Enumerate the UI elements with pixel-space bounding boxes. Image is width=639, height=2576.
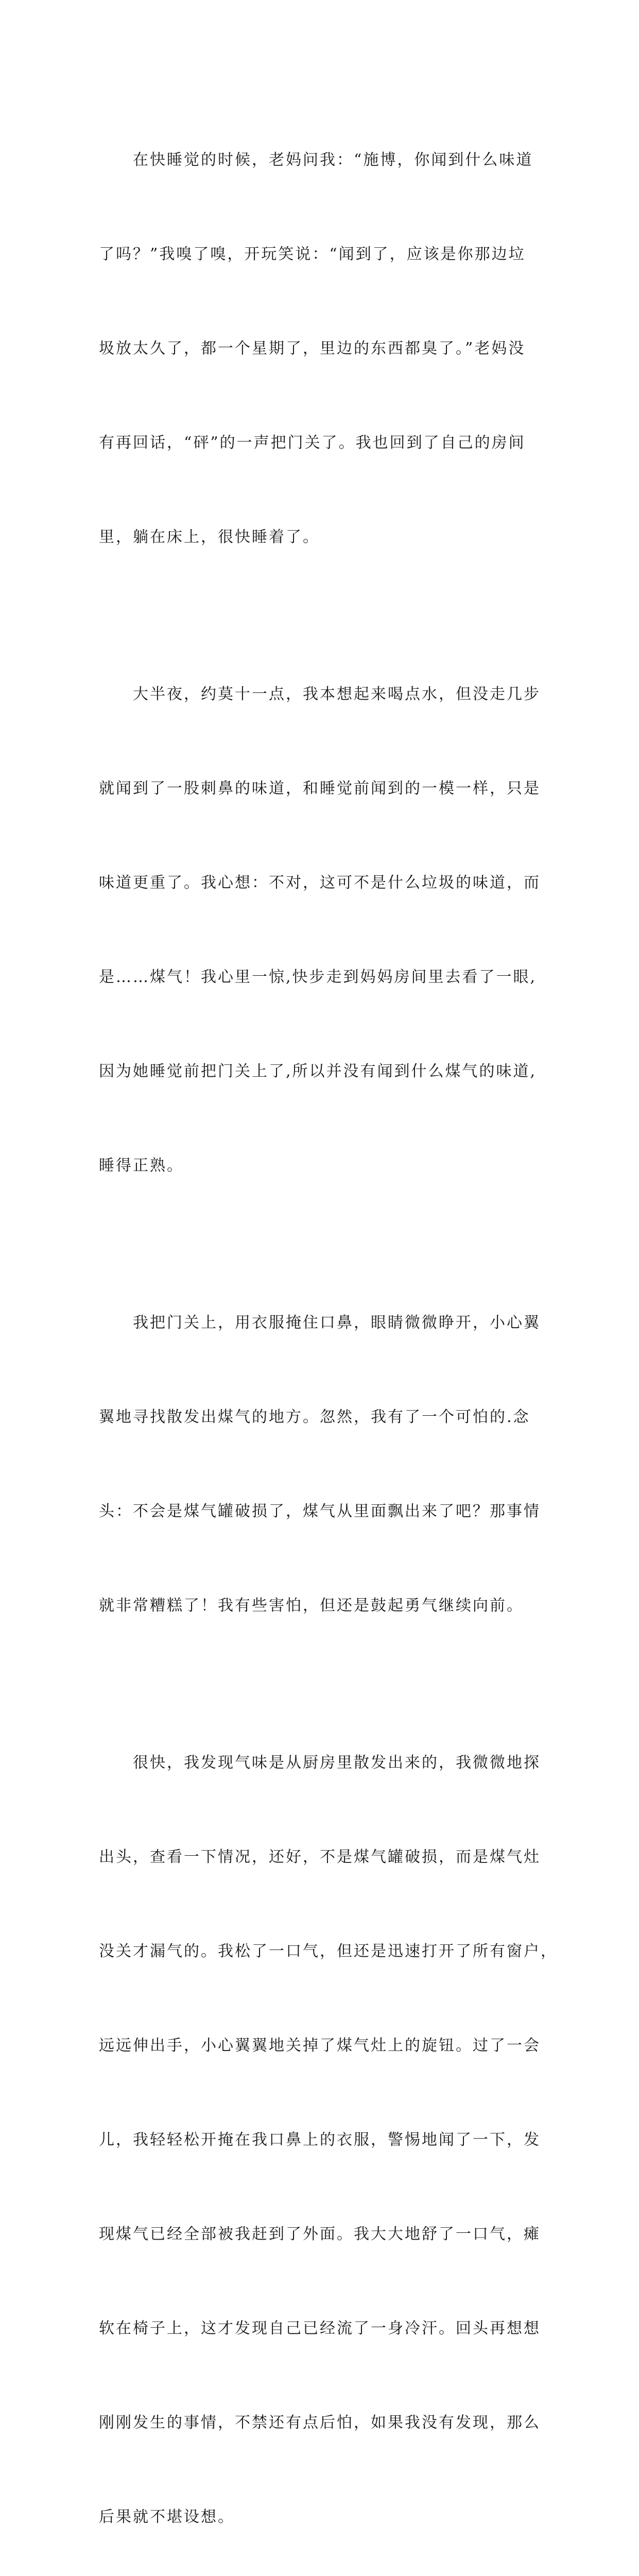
paragraph-4: [99, 1684, 558, 2576]
text-line: 后果就不堪设想。: [99, 2508, 235, 2526]
text-line: 了吗？”我嗅了嗅，开玩笑说：“闻到了，应该是你那边垃: [99, 245, 526, 263]
paragraph-2: [99, 616, 540, 1244]
text-line: 远远伸出手，小心翼翼地关掉了煤气灶上的旋钮。过了一会: [99, 2037, 541, 2055]
text-line: 有再回话，“砰”的一声把门关了。我也回到了自己的房间: [99, 434, 526, 452]
document-body: [99, 81, 558, 2576]
text-line: 现煤气已经全部被我赶到了外面。我大大地舒了一口气，瘫: [99, 2225, 541, 2243]
paragraph-1: [99, 81, 540, 616]
text-line: 在快睡觉的时候，老妈问我：“施博，你闻到什么味道: [99, 151, 533, 169]
text-line: 没关才漏气的。我松了一口气，但还是迅速打开了所有窗户，: [99, 1942, 558, 1960]
text-line: 软在椅子上，这才发现自己已经流了一身冷汗。回头再想想: [99, 2319, 541, 2337]
text-line: 圾放太久了，都一个星期了，里边的东西都臭了。”老妈没: [99, 340, 526, 358]
paragraph-3: [99, 1244, 540, 1684]
text-line: 因为她睡觉前把门关上了,所以并没有闻到什么煤气的味道,: [99, 1062, 537, 1080]
text-line: 睡得正熟。: [99, 1157, 184, 1175]
text-line: 很快，我发现气味是从厨房里散发出来的，我微微地探: [99, 1754, 541, 1772]
text-line: 里，躺在床上，很快睡着了。: [99, 528, 320, 546]
text-line: 就非常糟糕了！我有些害怕，但还是鼓起勇气继续向前。: [99, 1597, 524, 1615]
text-line: 儿，我轻轻松开掩在我口鼻上的衣服，警惕地闻了一下，发: [99, 2131, 541, 2149]
text-line: 是……煤气！我心里一惊,快步走到妈妈房间里去看了一眼,: [99, 968, 537, 986]
text-line: 大半夜，约莫十一点，我本想起来喝点水，但没走几步: [99, 685, 541, 703]
text-line: 刚刚发生的事情，不禁还有点后怕，如果我没有发现，那么: [99, 2414, 541, 2432]
text-line: 翼地寻找散发出煤气的地方。忽然，我有了一个可怕的.念: [99, 1408, 530, 1426]
text-line: 头：不会是煤气罐破损了，煤气从里面飘出来了吧？那事情: [99, 1502, 541, 1520]
text-line: 我把门关上，用衣服掩住口鼻，眼睛微微睁开，小心翼: [99, 1314, 541, 1332]
text-line: 出头，查看一下情况，还好，不是煤气罐破损，而是煤气灶: [99, 1848, 541, 1866]
text-line: 味道更重了。我心想：不对，这可不是什么垃圾的味道，而: [99, 874, 541, 892]
text-line: 就闻到了一股刺鼻的味道，和睡觉前闻到的一模一样，只是: [99, 779, 541, 798]
